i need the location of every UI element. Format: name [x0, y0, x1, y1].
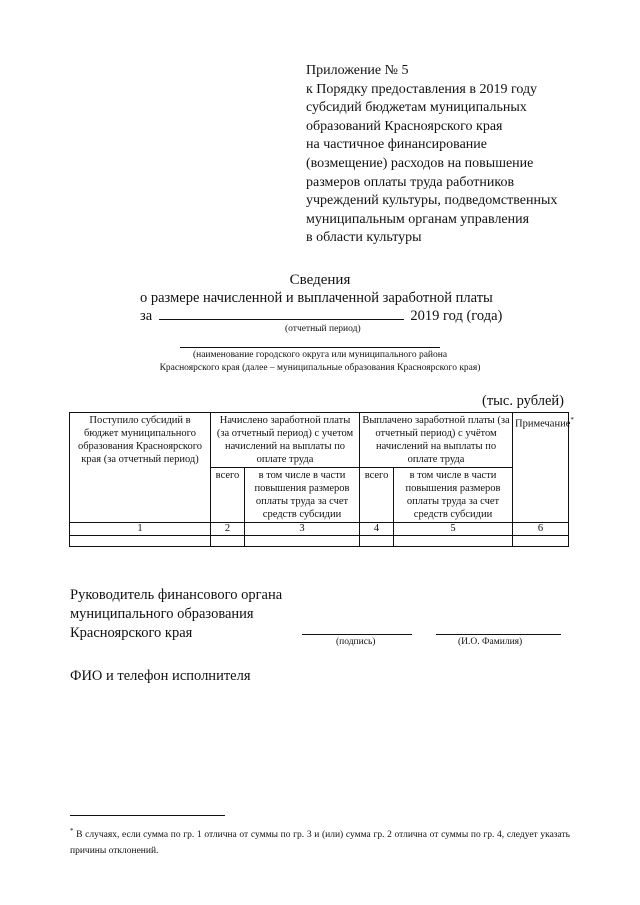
header-salary-accrued: Начислено заработной платы (за отчетный период) с учетом начислений на выплаты по оплате труда [211, 413, 360, 468]
document-title: Сведения [289, 272, 351, 288]
signature-caption: (подпись) [336, 637, 376, 647]
table-cell [394, 536, 513, 547]
period-suffix: 2019 год (года) [410, 308, 503, 324]
name-caption: (И.О. Фамилия) [458, 637, 523, 647]
name-input-line [436, 634, 561, 635]
appendix-line: к Порядку предоставления в 2019 году [306, 81, 538, 97]
municipality-input-line [180, 347, 440, 348]
signature-input-line [302, 634, 412, 635]
footnote [70, 823, 570, 859]
table-cell [513, 536, 569, 547]
footnote-marker: * [570, 416, 574, 424]
subheader-paid-subsidy-part: в том числе в части повышения размеров оплаты труда за счет средств субсидии [394, 468, 513, 523]
footnote-mark: * [70, 827, 74, 835]
signature-title-line: муниципального образования [70, 606, 254, 622]
table-cell [245, 536, 360, 547]
column-number: 6 [513, 523, 569, 536]
table-row [70, 536, 569, 547]
units-label: (тыс. рублей) [482, 393, 564, 409]
municipality-caption: (наименование городского округа или муниципального района [192, 350, 448, 360]
column-number: 5 [394, 523, 513, 536]
appendix-header [306, 62, 606, 248]
table-cell [70, 536, 211, 547]
period-prefix: за [140, 308, 153, 324]
appendix-line: муниципальным органам управления [306, 211, 530, 227]
footnote-divider [70, 815, 225, 816]
header-note [513, 413, 574, 523]
header-note-label: Примечание [515, 418, 571, 430]
appendix-line: на частичное финансирование [306, 137, 488, 153]
salary-table [69, 412, 574, 547]
header-salary-paid: Выплачено заработной платы (за отчетный период) с учётом начислений на выплаты по оплате труда [360, 413, 513, 468]
signature-title-line: Руководитель финансового органа [70, 587, 283, 603]
appendix-line: учреждений культуры, подведомственных [306, 193, 558, 209]
footnote-text: В случаях, если сумма по гр. 1 отлична от суммы по гр. 3 и (или) сумма гр. 2 отлична от суммы по гр. 4, следует указать причины отклонений. [70, 830, 571, 857]
period-input-line [159, 307, 404, 320]
signature-title-line: Красноярского края [70, 625, 193, 641]
appendix-line: в области культуры [306, 230, 422, 246]
document-subtitle: о размере начисленной и выплаченной заработной платы [140, 290, 493, 306]
appendix-line: субсидий бюджетам муниципальных [306, 100, 527, 116]
table-cell [360, 536, 394, 547]
column-number: 2 [211, 523, 245, 536]
period-caption: (отчетный период) [285, 324, 361, 334]
column-number: 3 [245, 523, 360, 536]
subheader-paid-total: всего [360, 468, 394, 523]
signature-block [70, 586, 282, 643]
executor-label: ФИО и телефон исполнителя [70, 668, 251, 684]
appendix-line: образований Красноярского края [306, 118, 503, 134]
subheader-accrued-subsidy-part: в том числе в части повышения размеров оплаты труда за счет средств субсидии [245, 468, 360, 523]
column-number: 4 [360, 523, 394, 536]
header-subsidies-received: Поступило субсидий в бюджет муниципального образования Красноярского края (за отчетный период) [70, 413, 211, 523]
appendix-line: (возмещение) расходов на повышение [306, 155, 534, 171]
table-cell [211, 536, 245, 547]
column-number: 1 [70, 523, 211, 536]
period-line [140, 307, 502, 325]
appendix-line: Приложение № 5 [306, 63, 409, 78]
municipality-caption-continued: Красноярского края (далее – муниципальные образования Красноярского края) [159, 363, 481, 373]
subheader-accrued-total: всего [211, 468, 245, 523]
appendix-line: размеров оплаты труда работников [306, 174, 515, 190]
